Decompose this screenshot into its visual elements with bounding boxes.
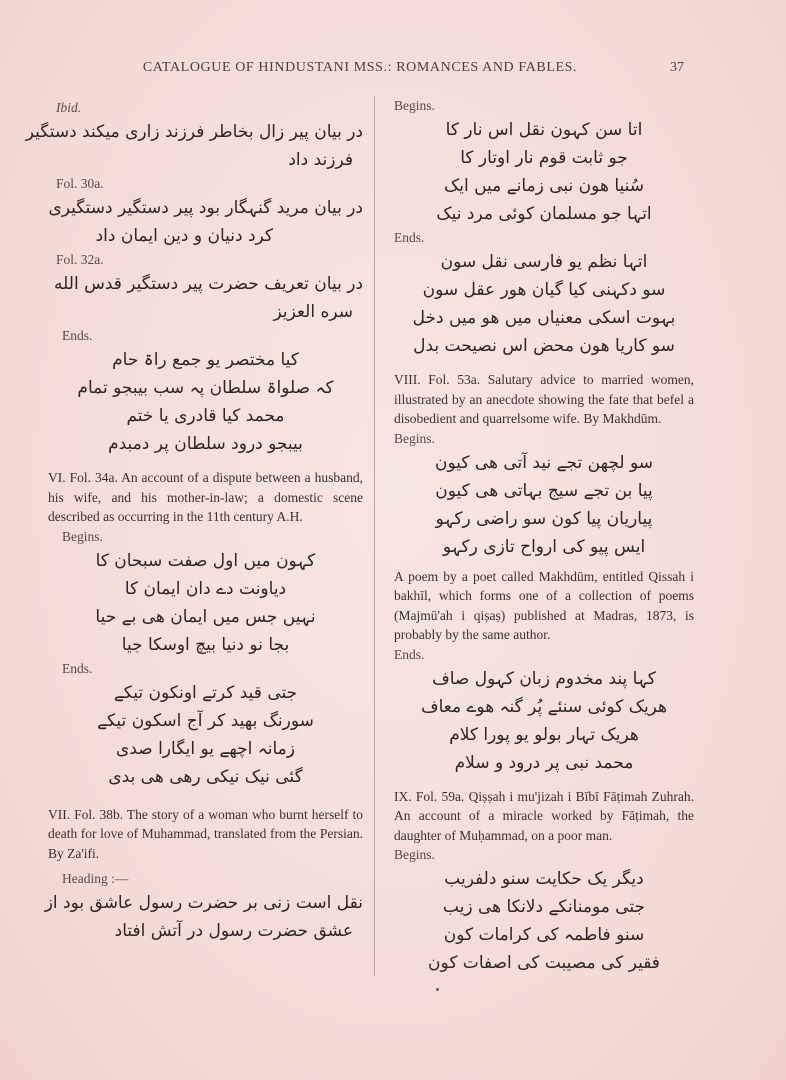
entry-viii-description: VIII. Fol. 53a. Salutary advice to married women, illustrated by an anecdote showing the fate that befel a disobedient and quarrelsome wife. By Makhdūm. bbox=[394, 372, 694, 426]
verse-line: اتہا جو مسلمان کوئی مرد نیک bbox=[436, 204, 652, 224]
ends-label: Ends. bbox=[394, 646, 425, 662]
begins-label: Begins. bbox=[394, 847, 435, 862]
verse-line: سو دکہنی کیا گیان هور عقل سون bbox=[422, 280, 666, 300]
heading-label: Heading :— bbox=[62, 871, 129, 886]
left-column bbox=[25, 98, 363, 945]
verse-line: پیاریان پیا کون سو راضی رکہو bbox=[435, 508, 653, 529]
verse-line: دیاونت دے دان ایمان کا bbox=[124, 578, 287, 599]
urdu-line: فرزند داد bbox=[288, 150, 353, 170]
entry-vii-description: VII. Fol. 38b. The story of a woman who burnt herself to death for love of Muhammad, translated from the Persian. By Za'ifi. bbox=[48, 806, 363, 861]
verse-line: جتی مومنانکے دلانکا هی زیب bbox=[442, 897, 646, 917]
verse-line: جو ثابت قوم نار اوتار کا bbox=[460, 148, 628, 168]
ends-label: Ends. bbox=[394, 230, 425, 245]
ibid-label: Ibid. bbox=[56, 100, 82, 115]
verse-line: فقیر کی مصیبت کی اصفات کون bbox=[428, 953, 660, 973]
verse-line: محمد نبی پر درود و سلام bbox=[454, 752, 634, 773]
ink-dot bbox=[436, 988, 439, 991]
entry-ix-description: IX. Fol. 59a. Qiṣṣah i mu'jizah i Bībī Fāṭimah Zuhrah. An account of a miracle worked by Fāṭimah, the daughter of Muḥammad, on a poor man. bbox=[394, 788, 694, 843]
verse-line: سو کاریا هون محض اس نصیحت بدل bbox=[413, 336, 675, 356]
verse-line: کہ صلواۃ سلطان پہ سب بیبجو تمام bbox=[77, 378, 334, 398]
page-number: 37 bbox=[670, 60, 684, 75]
verse-line: سو لچهن تجے نید آتی هی کیون bbox=[434, 452, 654, 473]
urdu-line: سره العزیز bbox=[273, 302, 353, 322]
urdu-line: نقل است زنی بر حضرت رسول عاشق بود از bbox=[44, 893, 363, 913]
verse-line: سُنیا هون نبی زمانے میں ایک bbox=[444, 176, 644, 196]
urdu-line: کرد دنیان و دین ایمان داد bbox=[95, 226, 273, 246]
urdu-line: در بیان پیر زال بخاطر فرزند زاری میکند دستگیر bbox=[25, 122, 363, 142]
verse-line: جتی قید کرتے اونکون تیکے bbox=[113, 682, 298, 703]
urdu-line: در بیان مرید گنہگار بود پیر دستگیر دستگیری bbox=[48, 198, 363, 218]
verse-line: دیگر یک حکایت سنو دلفریب bbox=[444, 869, 644, 889]
verse-line: بیبجو درود سلطان پر دمبدم bbox=[108, 434, 303, 454]
begins-label: Begins. bbox=[394, 430, 435, 446]
begins-label: Begins. bbox=[394, 98, 435, 113]
verse-line: محمد کیا قادری یا ختم bbox=[126, 406, 285, 426]
verse-line: پیا بن تجے سیج بہاتی هی کیون bbox=[435, 480, 653, 501]
verse-line: نہیں جس میں ایمان هی بے حیا bbox=[95, 606, 316, 627]
verse-line: اتہا نظم یو فارسی نقل سون bbox=[440, 252, 648, 272]
urdu-line: در بیان تعریف حضرت پیر دستگیر قدس الله bbox=[54, 274, 363, 294]
folio-label: Fol. 32a. bbox=[56, 252, 104, 267]
right-column bbox=[394, 98, 694, 977]
verse-line: کہون میں اول صفت سبحان کا bbox=[95, 550, 316, 571]
column-divider bbox=[374, 96, 375, 976]
verse-line: بجا نو دنیا بیچ اوسکا جیا bbox=[121, 634, 290, 655]
running-header: CATALOGUE OF HINDUSTANI MSS.: ROMANCES AND FABLES. bbox=[142, 60, 578, 75]
verse-line: گئی نیک نیکی رهی هی بدی bbox=[108, 766, 303, 787]
verse-line: کہا پند مخدوم زبان کہول صاف bbox=[432, 668, 656, 689]
verse-line: زمانہ اچھے یو ایگارا صدی bbox=[116, 738, 295, 759]
ends-label: Ends. bbox=[62, 328, 93, 343]
folio-label: Fol. 30a. bbox=[56, 176, 104, 191]
poem-note: A poem by a poet called Makhdūm, entitled Qissah i bakhīl, which forms one of a collection of poems (Majmū'ah i qiṣaṣ) published at Madras, 1873, is probably by the same author. bbox=[394, 568, 694, 642]
verse-line: ایس پیو کی ارواح تازی رکہو bbox=[442, 536, 646, 557]
verse-line: هریک تہار بولو یو پورا کلام bbox=[449, 724, 639, 745]
begins-label: Begins. bbox=[62, 528, 103, 544]
verse-line: سنو فاطمہ کی کرامات کون bbox=[443, 925, 645, 945]
urdu-line: عشق حضرت رسول در آتش افتاد bbox=[114, 921, 353, 941]
ends-label: Ends. bbox=[62, 660, 93, 676]
verse-line: هریک کوئی سنئے پُر گنہ هوے معاف bbox=[420, 696, 668, 717]
verse-line: کیا مختصر یو جمع راۃ حام bbox=[112, 350, 299, 370]
verse-line: بہوت اسکی معنیاں میں هو میں دخل bbox=[412, 308, 676, 328]
entry-vi-description: VI. Fol. 34a. An account of a dispute between a husband, his wife, and his mother-in-law; a domestic scene described as occurring in the 11th century A.H. bbox=[48, 470, 363, 524]
verse-line: سورنگ بهید کر آج اسکون تیکے bbox=[97, 710, 314, 731]
verse-line: اتا سن کہون نقل اس نار کا bbox=[445, 120, 643, 140]
